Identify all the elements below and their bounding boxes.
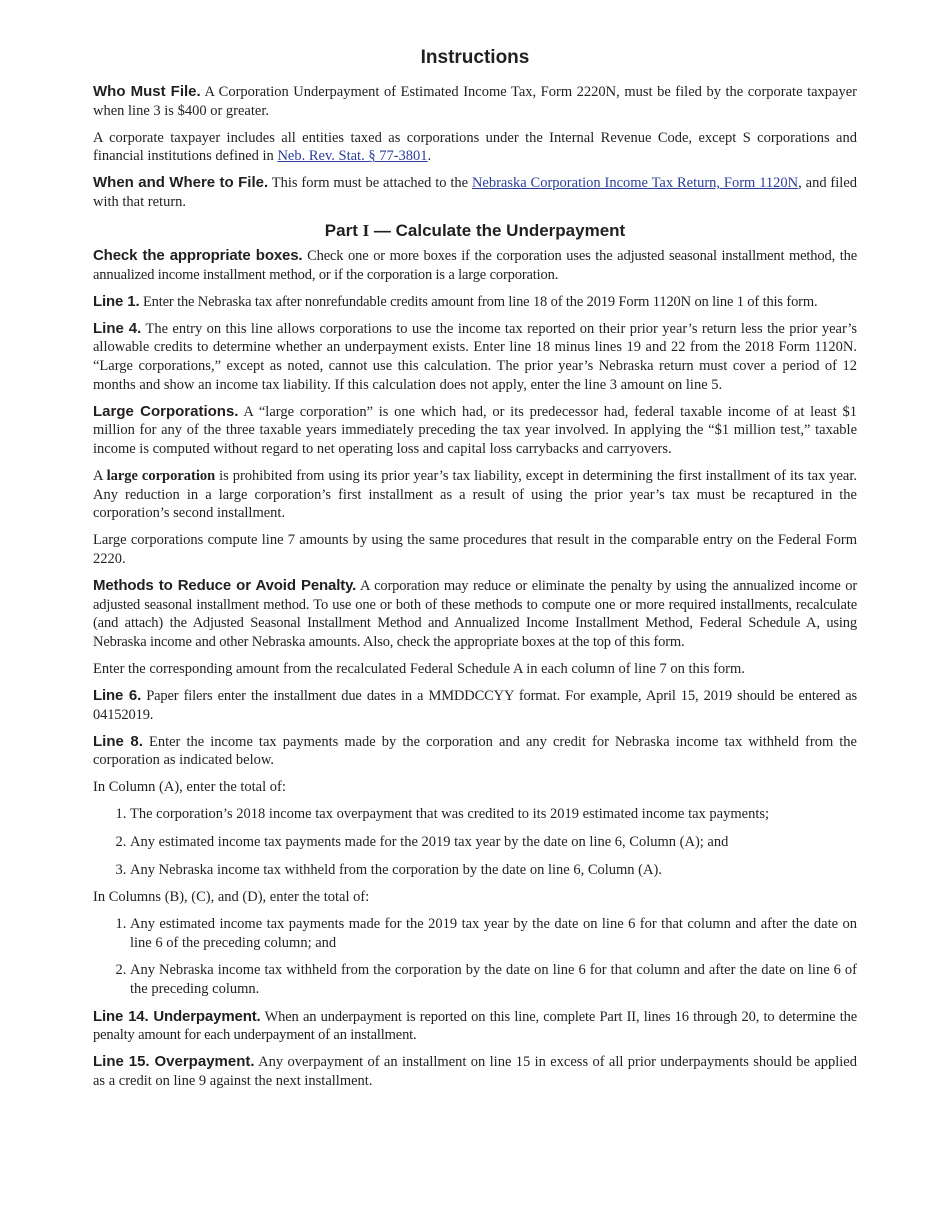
when-where-paragraph [93,174,857,211]
line8-lead: Line 8. [93,732,143,750]
line15-paragraph [93,1053,857,1090]
list-item: 2. Any estimated income tax payments made for the 2019 tax year by the date on line 6, Column (A); and [130,833,857,852]
line4-paragraph [93,320,857,394]
line8-paragraph [93,733,857,770]
part1-heading [93,220,857,242]
who-must-file-lead: Who Must File. [93,83,201,100]
line6-lead: Line 6. [93,686,142,704]
large-corporation-prohibited-paragraph [93,467,857,523]
methods-lead: Methods to Reduce or Avoid Penalty. [93,576,357,594]
column-a-intro: In Column (A), enter the total of: [93,779,286,796]
corporate-taxpayer-text-end: . [427,148,432,165]
line6-text: Paper filers enter the installment due dates in a MMDDCCYY format. For example, April 15, 2019 should be entered as 04152019. [93,687,857,723]
part1-heading-suffix: — Calculate the Underpayment [369,221,626,241]
methods-text: A corporation may reduce or eliminate the penalty by using the annualized income or adjusted seasonal installment method. To use one or both of these methods to compute one or more required installments, recalculate (and attach) the Adjusted Seasonal Installment Method and Annualized Income Installment Method, Federal Schedule A, using Nebraska income and other Nebraska amounts. Also, check the appropriate boxes at the top of this form. [93,577,857,650]
columns-bcd-intro: In Columns (B), (C), and (D), enter the total of: [93,889,370,906]
who-must-file-paragraph [93,83,857,120]
line4-text: The entry on this line allows corporations to use the income tax reported on their prior year’s return less the prior year’s allowable credits to determine whether an underpayment exists. Enter line 18 minus lines 19 and 22 from the 2018 Form 1120N. “Large corporations,” except as noted, cannot use this calculation. The prior year’s Nebraska return must cover a period of 12 months and show an income tax liability. If this calculation does not apply, enter the line 3 amount on line 5. [93,320,857,393]
list-item: 1. The corporation’s 2018 income tax overpayment that was credited to its 2019 estimated income tax payments; [130,805,857,824]
part1-heading-numeral: I [362,221,370,241]
list-item: 1. Any estimated income tax payments made for the 2019 tax year by the date on line 6 for that column and after the date on line 6 of the preceding column; and [130,915,857,952]
line1-paragraph [93,293,857,312]
when-where-lead: When and Where to File. [93,174,269,192]
line4-lead: Line 4. [93,319,142,337]
line8-text: Enter the income tax payments made by the corporation and any credit for Nebraska income tax withheld from the corporation as indicated below. [93,733,857,769]
corporate-taxpayer-text: A corporate taxpayer includes all entities taxed as corporations under the Internal Revenue Code, except S corporations and financial institutions defined in [93,129,857,165]
large-corporations-text: A “large corporation” is one which had, or its predecessor had, federal taxable income of at least $1 million for any of the three taxable years immediately preceding the tax year involved. In applying the “$1 million test,” taxable income is computed without regard to net operating loss and capital loss carrybacks and carryovers. [93,403,858,457]
part1-heading-prefix: Part [324,221,363,241]
when-where-text: This form must be attached to the [268,175,472,192]
form-1120n-link[interactable]: Nebraska Corporation Income Tax Return, Form 1120N [471,175,799,192]
large-corporation-prohibited-text-end: is prohibited from using its prior year’s tax liability, except in determining the first installment of its tax year. Any reduction in a large corporation’s first installment as a result of using the prior year’s tax must be recaptured in the corporation’s second installment. [93,468,857,522]
line15-lead: Line 15. Overpayment. [93,1053,255,1071]
statute-link[interactable]: Neb. Rev. Stat. § 77-3801 [277,148,428,165]
check-boxes-lead: Check the appropriate boxes. [93,247,303,265]
large-corporation-line7-paragraph: Large corporations compute line 7 amounts by using the same procedures that result in the comparable entry on the Federal Form 2220. [93,532,857,567]
page-title: Instructions [420,47,530,68]
methods-paragraph [93,577,857,651]
line14-paragraph [93,1008,857,1045]
when-where-text-end: , and filed with that return. [93,175,858,210]
line1-lead: Line 1. [93,292,140,310]
list-item: 2. Any Nebraska income tax withheld from the corporation by the date on line 6 for that column and after the date on line 6 of the preceding column. [130,961,857,998]
corporate-taxpayer-paragraph [93,129,857,166]
large-corporation-prohibited-text: A [93,468,107,484]
enter-corresponding-paragraph: Enter the corresponding amount from the recalculated Federal Schedule A in each column of line 7 on this form. [93,660,745,677]
who-must-file-text: A Corporation Underpayment of Estimated Income Tax, Form 2220N, must be filed by the corporate taxpayer when line 3 is $400 or greater. [93,84,857,119]
check-boxes-paragraph [93,247,857,284]
column-a-list [93,805,857,879]
large-corporations-paragraph [93,403,857,459]
line14-text: When an underpayment is reported on this line, complete Part II, lines 16 through 20, to determine the penalty amount for each underpayment of an installment. [93,1008,857,1044]
columns-bcd-list [93,915,857,998]
line15-text: Any overpayment of an installment on line 15 in excess of all prior underpayments should be applied as a credit on line 9 against the next installment. [93,1054,857,1089]
large-corporation-bold-term: large corporation [106,468,216,484]
line6-paragraph [93,687,857,724]
large-corporations-lead: Large Corporations. [93,402,239,420]
line1-text: Enter the Nebraska tax after nonrefundable credits amount from line 18 of the 2019 Form 1120N on line 1 of this form. [139,293,818,310]
list-item: 3. Any Nebraska income tax withheld from the corporation by the date on line 6, Column (A). [130,861,857,880]
line14-lead: Line 14. Underpayment. [93,1007,261,1025]
check-boxes-text: Check one or more boxes if the corporation uses the adjusted seasonal installment method, the annualized income installment method, or if the corporation is a large corporation. [93,248,857,283]
